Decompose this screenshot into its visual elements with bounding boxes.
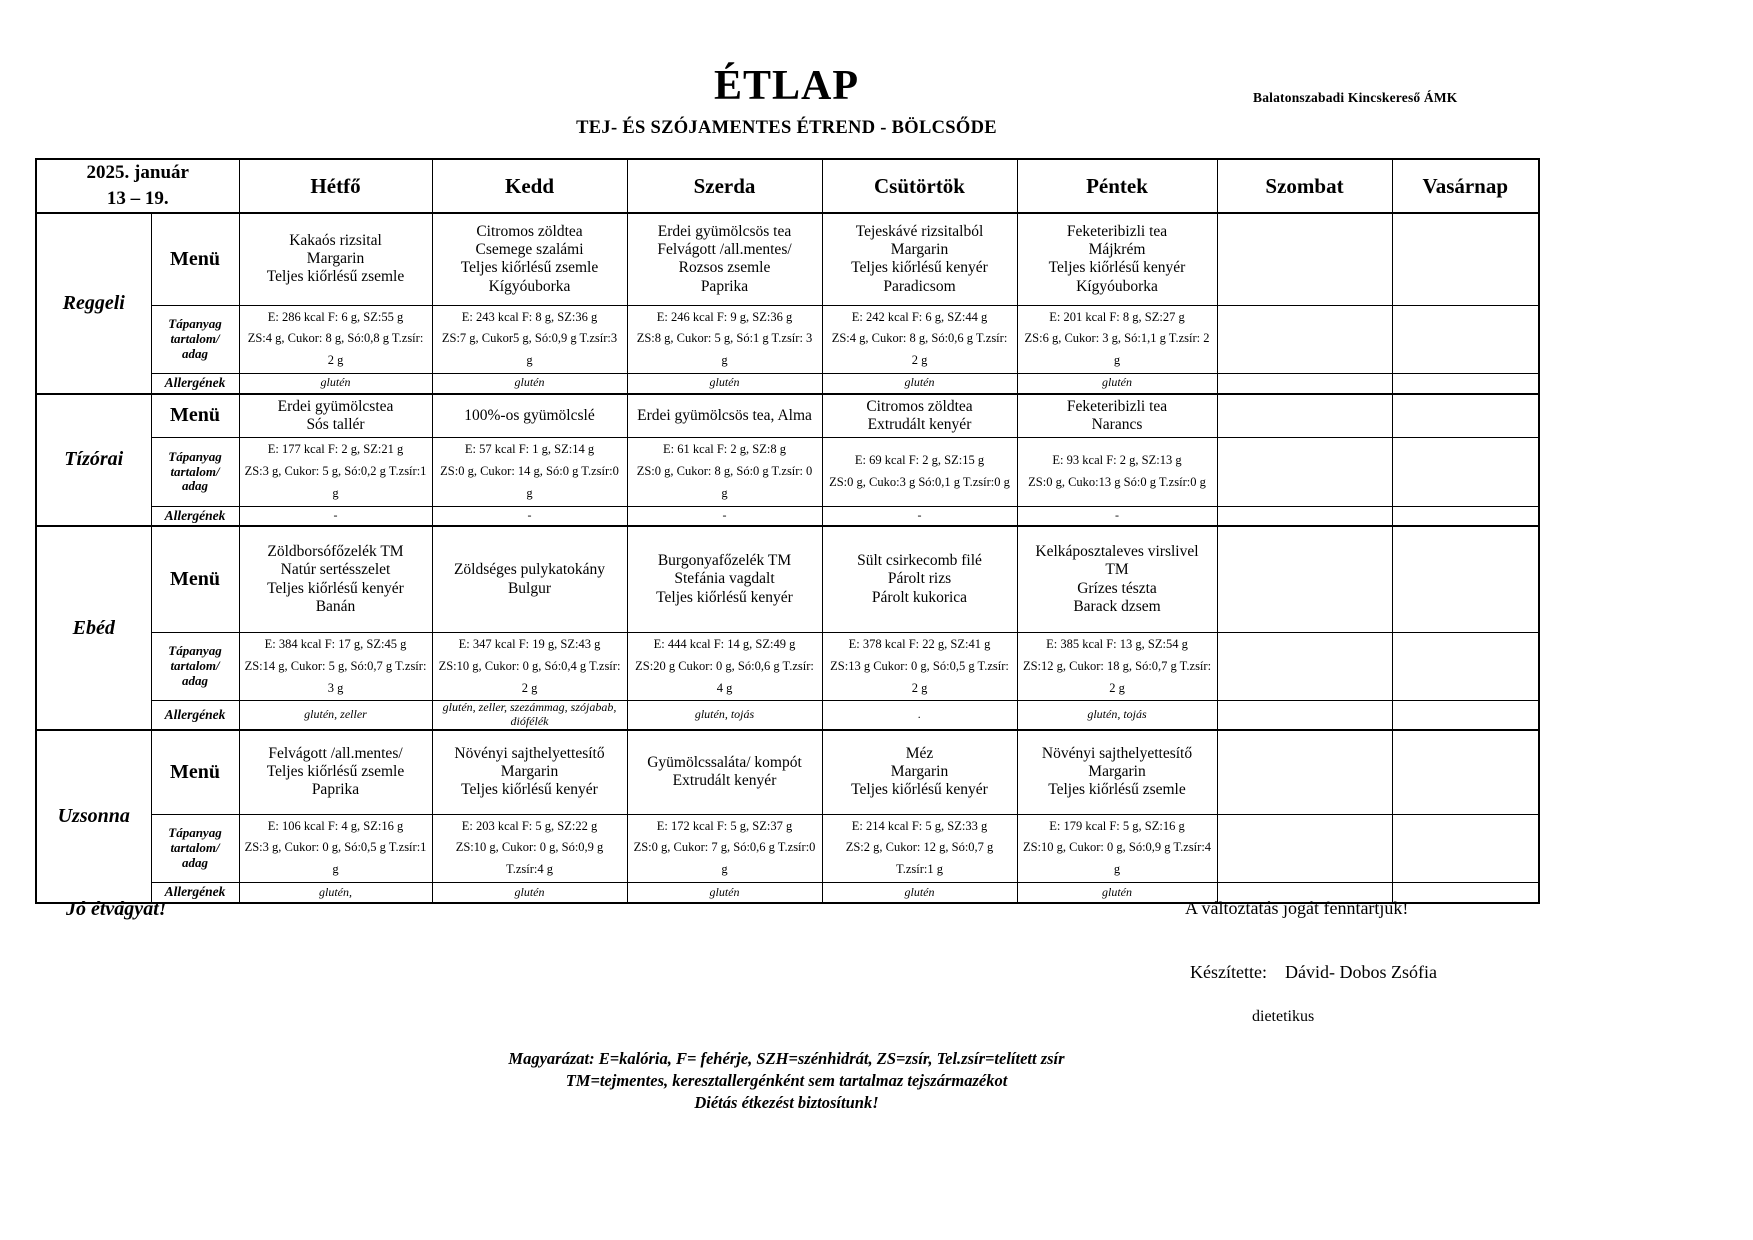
row-label-allergens: Allergének	[151, 701, 239, 730]
allergen-cell: glutén	[432, 374, 627, 394]
menu-cell: Kelkáposztaleves virslivel TM Grízes tészta Barack dzsem	[1017, 526, 1217, 632]
nutrition-cell: E: 246 kcal F: 9 g, SZ:36 g ZS:8 g, Cukor: 5 g, Só:1 g T.zsír: 3 g	[627, 305, 822, 374]
menu-cell	[1392, 526, 1539, 632]
row-label-nutrition: Tápanyag tartalom/ adag	[151, 814, 239, 883]
table-row	[36, 632, 1539, 701]
allergen-cell: -	[822, 506, 1017, 526]
table-header-row	[36, 159, 1539, 213]
nutrition-cell: E: 203 kcal F: 5 g, SZ:22 g ZS:10 g, Cukor: 0 g, Só:0,9 g T.zsír:4 g	[432, 814, 627, 883]
nutrition-cell: E: 378 kcal F: 22 g, SZ:41 g ZS:13 g Cukor: 0 g, Só:0,5 g T.zsír: 2 g	[822, 632, 1017, 701]
menu-cell	[1217, 526, 1392, 632]
menu-cell: Kakaós rizsital Margarin Teljes kiőrlésű zsemle	[239, 213, 432, 305]
allergen-cell: glutén, zeller, szezámmag, szójabab, diófélék	[432, 701, 627, 730]
allergen-cell	[1392, 506, 1539, 526]
legend-text: Magyarázat: E=kalória, F= fehérje, SZH=szénhidrát, ZS=zsír, Tel.zsír=telített zsír TM=tejmentes, keresztallergénként sem tartalmaz tejszármazékot Diétás étkezést biztosítunk!	[508, 1049, 1065, 1112]
nutrition-cell	[1217, 814, 1392, 883]
organization-name: Balatonszabadi Kincskereső ÁMK	[1253, 90, 1458, 105]
table-row	[36, 213, 1539, 305]
weekly-menu-table	[35, 158, 1540, 904]
made-by-label: Készítette:	[1190, 962, 1267, 982]
allergen-cell: glutén	[432, 883, 627, 903]
menu-cell: Méz Margarin Teljes kiőrlésű kenyér	[822, 730, 1017, 814]
day-header-kedd: Kedd	[432, 159, 627, 213]
row-label-nutrition: Tápanyag tartalom/ adag	[151, 438, 239, 507]
meal-label-ebed: Ebéd	[36, 526, 151, 730]
row-label-menu: Menü	[151, 394, 239, 438]
row-label-allergens: Allergének	[151, 883, 239, 903]
day-header-hetfo: Hétfő	[239, 159, 432, 213]
nutrition-cell: E: 347 kcal F: 19 g, SZ:43 g ZS:10 g, Cukor: 0 g, Só:0,4 g T.zsír: 2 g	[432, 632, 627, 701]
menu-cell	[1392, 730, 1539, 814]
menu-cell: Zöldborsófőzelék TM Natúr sertésszelet Teljes kiőrlésű kenyér Banán	[239, 526, 432, 632]
menu-cell: Feketeribizli tea Májkrém Teljes kiőrlésű kenyér Kígyóuborka	[1017, 213, 1217, 305]
meal-label-uzsonna: Uzsonna	[36, 730, 151, 903]
nutrition-cell	[1217, 438, 1392, 507]
table-row	[36, 438, 1539, 507]
menu-cell: Burgonyafőzelék TM Stefánia vagdalt Teljes kiőrlésű kenyér	[627, 526, 822, 632]
meal-label-tizorai: Tízórai	[36, 394, 151, 527]
allergen-cell: -	[432, 506, 627, 526]
menu-cell: Citromos zöldtea Extrudált kenyér	[822, 394, 1017, 438]
menu-cell	[1217, 730, 1392, 814]
title-block	[35, 62, 1538, 139]
nutrition-cell: E: 286 kcal F: 6 g, SZ:55 g ZS:4 g, Cukor: 8 g, Só:0,8 g T.zsír: 2 g	[239, 305, 432, 374]
allergen-cell: glutén	[1017, 883, 1217, 903]
day-header-szerda: Szerda	[627, 159, 822, 213]
menu-cell: Erdei gyümölcsös tea Felvágott /all.mentes/ Rozsos zsemle Paprika	[627, 213, 822, 305]
nutrition-cell: E: 242 kcal F: 6 g, SZ:44 g ZS:4 g, Cukor: 8 g, Só:0,6 g T.zsír: 2 g	[822, 305, 1017, 374]
nutrition-cell	[1217, 632, 1392, 701]
allergen-cell: -	[627, 506, 822, 526]
menu-cell	[1217, 213, 1392, 305]
table-row	[36, 506, 1539, 526]
menu-cell: Növényi sajthelyettesítő Margarin Teljes kiőrlésű kenyér	[432, 730, 627, 814]
day-header-vasarnap: Vasárnap	[1392, 159, 1539, 213]
nutrition-cell	[1392, 305, 1539, 374]
nutrition-cell: E: 57 kcal F: 1 g, SZ:14 g ZS:0 g, Cukor: 14 g, Só:0 g T.zsír:0 g	[432, 438, 627, 507]
allergen-cell	[1217, 374, 1392, 394]
nutrition-cell: E: 177 kcal F: 2 g, SZ:21 g ZS:3 g, Cukor: 5 g, Só:0,2 g T.zsír:1 g	[239, 438, 432, 507]
allergen-cell: glutén	[627, 883, 822, 903]
allergen-cell: glutén	[627, 374, 822, 394]
nutrition-cell: E: 214 kcal F: 5 g, SZ:33 g ZS:2 g, Cukor: 12 g, Só:0,7 g T.zsír:1 g	[822, 814, 1017, 883]
nutrition-cell: E: 106 kcal F: 4 g, SZ:16 g ZS:3 g, Cukor: 0 g, Só:0,5 g T.zsír:1 g	[239, 814, 432, 883]
allergen-cell	[1392, 701, 1539, 730]
menu-cell: Gyümölcssaláta/ kompót Extrudált kenyér	[627, 730, 822, 814]
menu-cell: 100%-os gyümölcslé	[432, 394, 627, 438]
allergen-cell: .	[822, 701, 1017, 730]
dietitian-title: dietetikus	[1252, 1008, 1315, 1025]
nutrition-cell: E: 384 kcal F: 17 g, SZ:45 g ZS:14 g, Cukor: 5 g, Só:0,7 g T.zsír: 3 g	[239, 632, 432, 701]
table-row	[36, 814, 1539, 883]
table-row	[36, 305, 1539, 374]
day-header-pentek: Péntek	[1017, 159, 1217, 213]
nutrition-cell: E: 243 kcal F: 8 g, SZ:36 g ZS:7 g, Cukor5 g, Só:0,9 g T.zsír:3 g	[432, 305, 627, 374]
table-row	[36, 526, 1539, 632]
menu-cell: Citromos zöldtea Csemege szalámi Teljes kiőrlésű zsemle Kígyóuborka	[432, 213, 627, 305]
allergen-cell: glutén, tojás	[1017, 701, 1217, 730]
allergen-cell: glutén	[822, 883, 1017, 903]
allergen-cell: glutén, tojás	[627, 701, 822, 730]
allergen-cell: glutén, zeller	[239, 701, 432, 730]
menu-cell: Zöldséges pulykatokány Bulgur	[432, 526, 627, 632]
row-label-nutrition: Tápanyag tartalom/ adag	[151, 632, 239, 701]
allergen-cell: -	[239, 506, 432, 526]
row-label-allergens: Allergének	[151, 374, 239, 394]
allergen-cell: glutén	[1017, 374, 1217, 394]
menu-cell: Erdei gyümölcsös tea, Alma	[627, 394, 822, 438]
rights-notice-text: A változtatás jogát fenntartjuk!	[1185, 898, 1409, 918]
nutrition-cell: E: 93 kcal F: 2 g, SZ:13 g ZS:0 g, Cuko:13 g Só:0 g T.zsír:0 g	[1017, 438, 1217, 507]
table-row	[36, 730, 1539, 814]
nutrition-cell: E: 201 kcal F: 8 g, SZ:27 g ZS:6 g, Cukor: 3 g, Só:1,1 g T.zsír: 2 g	[1017, 305, 1217, 374]
allergen-cell: glutén	[822, 374, 1017, 394]
date-range: 2025. január 13 – 19.	[36, 159, 239, 213]
bon-appetit-text: Jó étvágyat!	[66, 898, 167, 920]
row-label-menu: Menü	[151, 526, 239, 632]
allergen-cell	[1392, 374, 1539, 394]
made-by-name: Dávid- Dobos Zsófia	[1284, 962, 1437, 982]
nutrition-cell: E: 61 kcal F: 2 g, SZ:8 g ZS:0 g, Cukor: 8 g, Só:0 g T.zsír: 0 g	[627, 438, 822, 507]
row-label-menu: Menü	[151, 213, 239, 305]
nutrition-cell: E: 69 kcal F: 2 g, SZ:15 g ZS:0 g, Cuko:3 g Só:0,1 g T.zsír:0 g	[822, 438, 1017, 507]
day-header-szombat: Szombat	[1217, 159, 1392, 213]
meal-label-reggeli: Reggeli	[36, 213, 151, 394]
nutrition-cell: E: 385 kcal F: 13 g, SZ:54 g ZS:12 g, Cukor: 18 g, Só:0,7 g T.zsír: 2 g	[1017, 632, 1217, 701]
table-row	[36, 394, 1539, 438]
menu-cell	[1392, 394, 1539, 438]
allergen-cell: -	[1017, 506, 1217, 526]
table-row	[36, 701, 1539, 730]
day-header-csutortok: Csütörtök	[822, 159, 1017, 213]
allergen-cell	[1217, 701, 1392, 730]
nutrition-cell	[1392, 438, 1539, 507]
row-label-nutrition: Tápanyag tartalom/ adag	[151, 305, 239, 374]
nutrition-cell	[1392, 632, 1539, 701]
nutrition-cell	[1392, 814, 1539, 883]
menu-cell	[1392, 213, 1539, 305]
row-label-menu: Menü	[151, 730, 239, 814]
menu-cell	[1217, 394, 1392, 438]
row-label-allergens: Allergének	[151, 506, 239, 526]
menu-cell: Sült csirkecomb filé Párolt rizs Párolt kukorica	[822, 526, 1017, 632]
allergen-cell: glutén,	[239, 883, 432, 903]
allergen-cell: glutén	[239, 374, 432, 394]
menu-cell: Növényi sajthelyettesítő Margarin Teljes kiőrlésű zsemle	[1017, 730, 1217, 814]
menu-cell: Felvágott /all.mentes/ Teljes kiőrlésű zsemle Paprika	[239, 730, 432, 814]
page-title: ÉTLAP	[713, 63, 860, 109]
menu-cell: Erdei gyümölcstea Sós tallér	[239, 394, 432, 438]
allergen-cell	[1392, 883, 1539, 903]
menu-cell: Tejeskávé rizsitalból Margarin Teljes kiőrlésű kenyér Paradicsom	[822, 213, 1017, 305]
nutrition-cell	[1217, 305, 1392, 374]
table-row	[36, 374, 1539, 394]
made-by-line	[1190, 962, 1437, 983]
nutrition-cell: E: 179 kcal F: 5 g, SZ:16 g ZS:10 g, Cukor: 0 g, Só:0,9 g T.zsír:4 g	[1017, 814, 1217, 883]
menu-cell: Feketeribizli tea Narancs	[1017, 394, 1217, 438]
nutrition-cell: E: 444 kcal F: 14 g, SZ:49 g ZS:20 g Cukor: 0 g, Só:0,6 g T.zsír: 4 g	[627, 632, 822, 701]
nutrition-cell: E: 172 kcal F: 5 g, SZ:37 g ZS:0 g, Cukor: 7 g, Só:0,6 g T.zsír:0 g	[627, 814, 822, 883]
allergen-cell	[1217, 506, 1392, 526]
page-subtitle: TEJ- ÉS SZÓJAMENTES ÉTREND - BÖLCSŐDE	[576, 118, 997, 138]
